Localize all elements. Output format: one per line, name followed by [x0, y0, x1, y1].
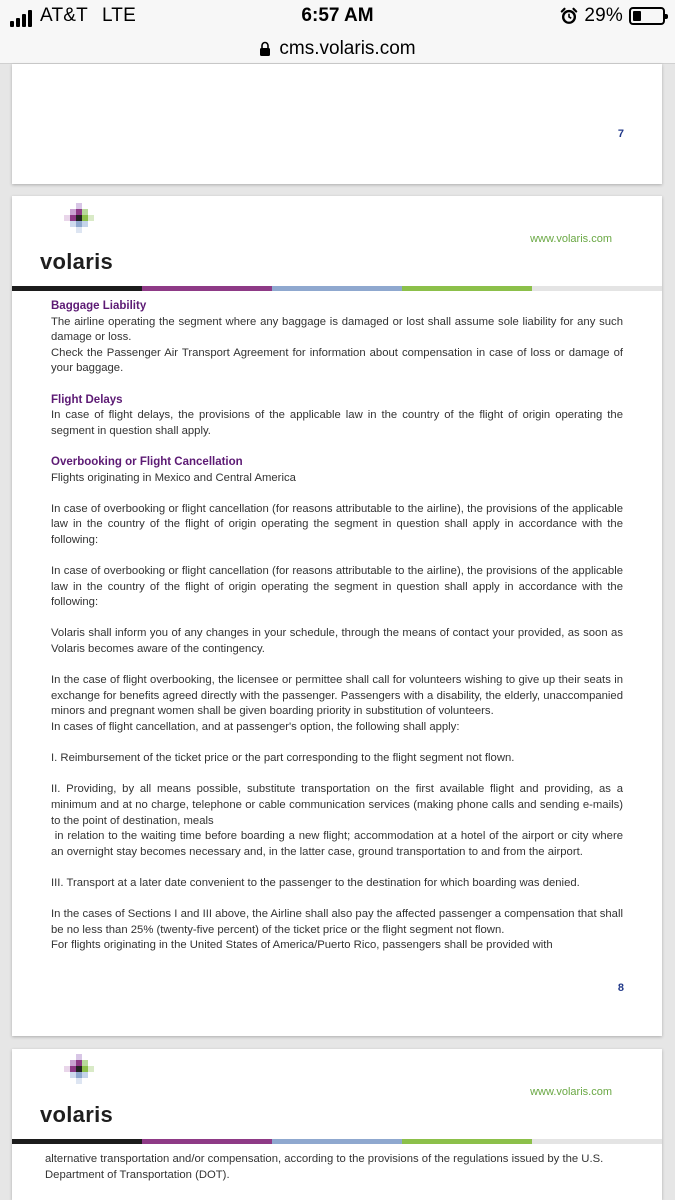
overbooking-paragraph-2: In case of overbooking or flight cancellation (for reasons attributable to the airline), the provisions of the applicable law in the country of the flight of origin operating the segment in question shall apply in accordance with the following:: [51, 565, 623, 609]
pdf-page-9: [12, 1049, 662, 1200]
stripe-segment: [532, 1139, 662, 1144]
battery-icon: [629, 7, 665, 25]
color-stripe: [12, 1139, 662, 1144]
stripe-segment: [272, 1139, 402, 1144]
stripe-segment: [142, 286, 272, 291]
stripe-segment: [142, 1139, 272, 1144]
overbooking-paragraph-4b: In cases of flight cancellation, and at passenger's option, the following shall apply:: [51, 721, 460, 734]
section-title-delays: Flight Delays: [51, 393, 123, 406]
page-number-8: 8: [617, 982, 624, 994]
battery-info: [560, 5, 665, 27]
stripe-segment: [12, 1139, 142, 1144]
stripe-segment: [272, 286, 402, 291]
document-body-continued: [45, 1152, 625, 1183]
volaris-logo-text: volaris: [40, 1102, 114, 1127]
carrier-name: AT&T: [40, 5, 88, 26]
section-title-baggage: Baggage Liability: [51, 300, 147, 312]
volaris-logo-mark-icon: [62, 1052, 96, 1086]
pdf-page-8: [12, 196, 662, 1036]
overbooking-paragraph-3: Volaris shall inform you of any changes in your schedule, through the means of contact your provided, as soon as Volaris becomes aware of the contingency.: [51, 627, 623, 656]
document-body: [51, 299, 627, 954]
clock: 6:57 AM: [301, 5, 374, 26]
status-bar: [0, 0, 675, 34]
alarm-clock-icon: [560, 7, 578, 25]
overbooking-paragraph-1: In case of overbooking or flight cancellation (for reasons attributable to the airline), the provisions of the applicable law in the country of the flight of origin operating the segment in question shall apply in accordance with the following:: [51, 502, 623, 546]
stripe-segment: [402, 1139, 532, 1144]
color-stripe: [12, 286, 662, 291]
battery-percent: 29%: [584, 5, 623, 26]
continued-paragraph: alternative transportation and/or compensation, according to the provisions of the regulations issued by the U.S. Department of Transportation (DOT).: [45, 1153, 604, 1181]
option-item-3: III. Transport at a later date convenient to the passenger to the destination for which boarding was denied.: [51, 876, 580, 889]
website-link[interactable]: www.volaris.com: [530, 233, 612, 245]
website-link[interactable]: www.volaris.com: [530, 1086, 612, 1098]
overbooking-paragraph-6: For flights originating in the United States of America/Puerto Rico, passengers shall be provided with: [51, 939, 553, 952]
baggage-paragraph-2: Check the Passenger Air Transport Agreement for information about compensation in case of loss or damage of your baggage.: [51, 346, 623, 375]
option-item-1: I. Reimbursement of the ticket price or the part corresponding to the flight segment not flown.: [51, 752, 515, 765]
baggage-paragraph-1: The airline operating the segment where any baggage is damaged or lost shall assume sole liability for any such damage or loss.: [51, 315, 623, 344]
option-item-2a: II. Providing, by all means possible, substitute transportation on the first available flight and providing, as a minimum and at no charge, telephone or cable communication services (making phone calls and sending e-mails) to the point of destination, meals: [51, 783, 623, 827]
pdf-page-7: [12, 64, 662, 184]
address-bar[interactable]: [0, 34, 675, 64]
overbooking-paragraph-5: In the cases of Sections I and III above, the Airline shall also pay the affected passenger a compensation that shall be no less than 25% (twenty-five percent) of the ticket price or the flight segment not flown.: [51, 908, 623, 936]
lock-icon: [259, 41, 271, 57]
stripe-segment: [402, 286, 532, 291]
section-title-overbooking: Overbooking or Flight Cancellation: [51, 455, 243, 468]
network-type: LTE: [101, 5, 136, 26]
option-item-2b: in relation to the waiting time before boarding a new flight; accommodation at a hotel of the airport or city where an overnight stay becomes necessary and, in the latter case, ground transportation to and from the airport.: [51, 830, 627, 858]
stripe-segment: [532, 286, 662, 291]
volaris-logo-mark-icon: [62, 201, 96, 235]
url-text[interactable]: cms.volaris.com: [279, 37, 416, 59]
page-number-7: 7: [617, 128, 624, 140]
overbooking-subtitle: Flights originating in Mexico and Central America: [51, 471, 296, 484]
overbooking-paragraph-4: In the case of flight overbooking, the licensee or permittee shall call for volunteers wishing to give up their seats in exchange for benefits agreed directly with the passenger. Passengers with a disability, the elderly, unaccompanied minors and pregnant women shall be given boarding priority in substitution of volunteers.: [51, 674, 623, 718]
delays-paragraph: In case of flight delays, the provisions of the applicable law in the country of the flight of origin operating the segment in question shall apply.: [51, 409, 623, 437]
stripe-segment: [12, 286, 142, 291]
volaris-logo-text: volaris: [40, 249, 114, 274]
